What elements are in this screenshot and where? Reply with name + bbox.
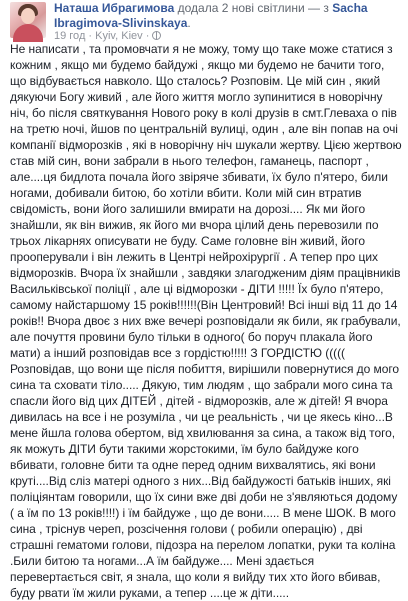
author-name-link[interactable]: Наташа Ибрагимова [54, 1, 175, 15]
post-title-line [54, 1, 398, 31]
post-body-text: Не написати , та промовчати я не можу, тому що таке може статися з кожним , якщо ми будемо байдужі , якщо ми будемо не бачити того, що відбувається навколо. Що сталось? Розповім. Це мій син , який дякуючи Богу живий , але його життя могло зупинитися в новорічну ніч, бо після святкування Нового року в колі друзів в смт.Глеваха о пів на третю ночі, йшов по центральній вулиці, один , але він попав на очі компанії відморозків , які в новорічну ніч шукали жертву. Цією жертвою став мій син, вони забрали в нього телефон, гаманець, паспорт , але....ця бидлота почала його звіряче збивати, їх було п'ятеро, били ногами, добивали битою, бо хотіли вбити. Коли мій син втратив свідомість, вони його залишили вмирати на дорозі.... Як ми його знайшли, як він вижив, як його ми вчора цілий день перевозили по трьох лікарнях описувати не буду. Саме головне він живий, його прооперували і він лежить в Центрі нейрохірургії . А тепер про цих відморозків. Вчора їх знайшли , завдяки злагодженим діям працівників Васильківської поліції , але ці відморозки - ДІТИ !!!!! Їх було п'ятеро, самому найстаршому 15 років!!!!!!(Він Центровий! Всі інші від 11 до 14 років!! Вчора двоє з них вже вечері розповідали як били, як грабували, але почуття провини було тільки в одного( бо поруч плакала його мати) а інший розповідав все з гордістю!!!!! З ГОРДІСТЮ ((((( Розповідав, що вони ще після побиття, вирішили повернутися до мого сина та сховати тіло..... Дякую, тим людям , що забрали мого сина та спасли його від цих ДІТЕЙ , дітей - відморозків, але ж дітей! Я вчора дивилась на все і не розуміла , чи це реальність , чи це якесь кіно...В мене йшла голова обертом, від хвилювання за сина, а також від того, як можуть ДІТИ бути такими жорстокими, їм було байдуже кого вбивати, головне бити та одне перед одним вихвалятись, які вони круті....Від сліз матері одного з них...Від байдужості батьків інших, які поліціянтам говорили, що їх сини вже дві доби не з'являються додому ( а їм по 13 років!!!!) і їм байдуже , що де вони..... В мене ШОК. В мого сина , тріснув череп, розсічення голови ( робили операцію) , дві страшні гематоми голови, підозра на перелом лопатки, руки та коліна .Били битою та ногами...А їм байдуже.... Мені здається перевертається світ, я знала, що коли я вийду тих хто його вбивав, буду рвати їм жили руками, а тепер ....це ж діти..... [10, 42, 402, 600]
post-time-link[interactable]: 19 год [54, 30, 86, 42]
post-body [10, 41, 402, 601]
post-action-text: додала 2 нові світлини [177, 1, 305, 15]
post-header [10, 0, 398, 40]
meta-separator: · [88, 30, 96, 42]
avatar-shoulders [13, 24, 43, 42]
with-prefix: — з [308, 1, 329, 15]
tagged-user-link[interactable]: Sacha Ibragimova-Slivinskaya [54, 1, 368, 30]
avatar-face [21, 8, 35, 24]
meta-separator: · [145, 30, 153, 42]
author-avatar[interactable] [10, 2, 46, 38]
globe-icon [152, 31, 161, 40]
title-period: . [187, 16, 191, 30]
post-location-link[interactable]: Kyiv, Kiev [95, 30, 143, 42]
